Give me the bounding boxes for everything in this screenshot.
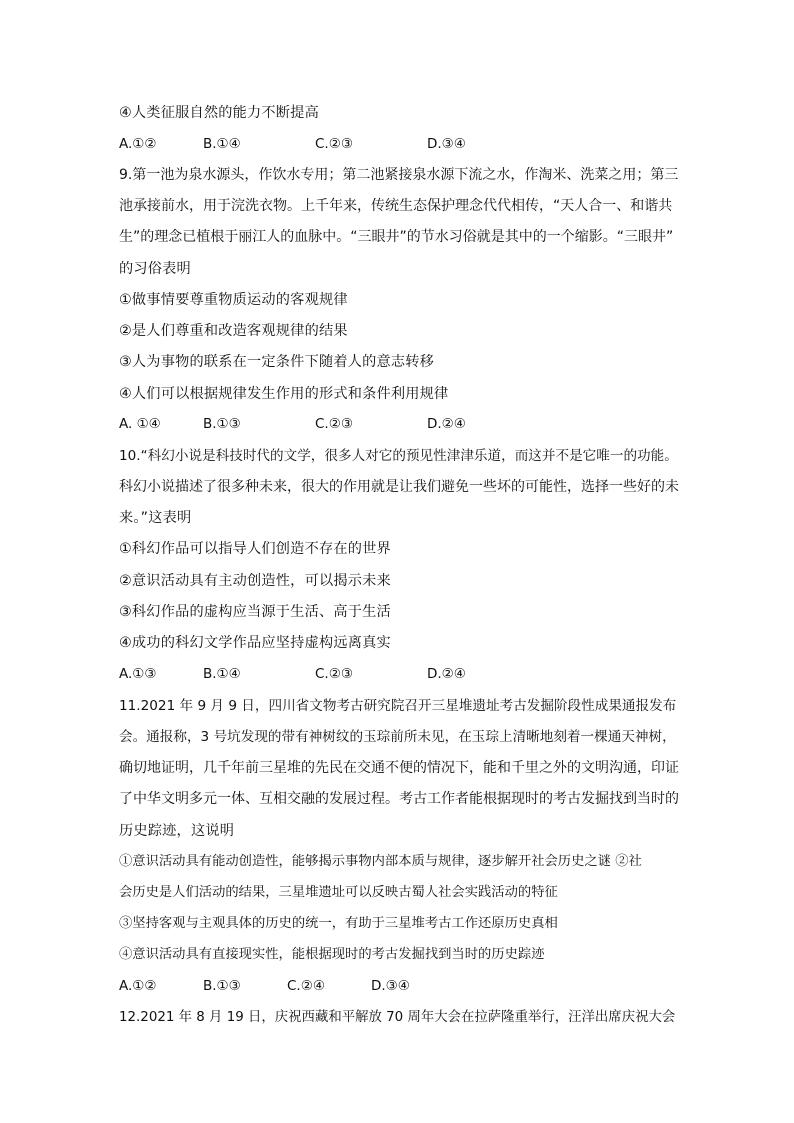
q9-item-2: ②是人们尊重和改造客观规律的结果 <box>119 323 348 339</box>
q10-item-4: ④成功的科幻文学作品应坚持虚构远离真实 <box>119 635 391 651</box>
q10-item-2: ②意识活动具有主动创造性，可以揭示未来 <box>119 573 391 589</box>
q9-stem-line-3: 生”的理念已植根于丽江人的血脉中。“三眼井”的节水习俗就是其中的一个缩影。“三眼井” <box>119 229 674 245</box>
q9-option-d: D.②④ <box>427 416 466 432</box>
q11-option-b: B.①③ <box>203 978 241 994</box>
q10-stem-line-3: 来。”这表明 <box>119 510 192 526</box>
q9-options <box>119 414 719 434</box>
q10-option-b: B.①④ <box>203 666 241 682</box>
q11-option-c: C.②④ <box>287 978 325 994</box>
q11-option-a: A.①② <box>119 978 157 994</box>
q11-item-4: ④意识活动具有直接现实性，能根据现时的考古发掘找到当时的历史踪迹 <box>119 947 545 962</box>
q11-stem-line-1: 11.2021 年 9 月 9 日，四川省文物考古研究院召开三星堆遗址考古发掘阶段性成果通报发布 <box>119 698 677 714</box>
q10-option-a: A.①③ <box>119 666 157 682</box>
q9-item-3: ③人为事物的联系在一定条件下随着人的意志转移 <box>119 354 435 370</box>
q11-stem-line-5: 历史踪迹，这说明 <box>119 823 235 839</box>
q10-options <box>119 664 719 684</box>
q10-option-c: C.②③ <box>315 666 353 682</box>
q11-item-3: ③坚持客观与主观具体的历史的统一，有助于三星堆考古工作还原历史真相 <box>119 916 558 931</box>
q8-option-c: C.②③ <box>315 136 353 152</box>
q10-item-3: ③科幻作品的虚构应当源于生活、高于生活 <box>119 604 391 620</box>
q9-item-4: ④人们可以根据规律发生作用的形式和条件利用规律 <box>119 386 449 402</box>
q10-option-d: D.②④ <box>427 666 466 682</box>
q11-item-2-cont: 会历史是人们活动的结果，三星堆遗址可以反映古蜀人社会实践活动的特征 <box>119 885 558 900</box>
q8-option-a: A.①② <box>119 136 157 152</box>
q9-item-1: ①做事情要尊重物质运动的客观规律 <box>119 292 348 308</box>
q11-option-d: D.③④ <box>371 978 410 994</box>
q11-options <box>119 976 719 996</box>
q9-stem-line-2: 池承接前水，用于浣洗衣物。上千年来，传统生态保护理念代代相传，“天人合一、和谐共 <box>119 198 673 214</box>
q9-option-a: A. ①④ <box>119 416 161 432</box>
q8-option-b: B.①④ <box>203 136 241 152</box>
q9-option-c: C.②③ <box>315 416 353 432</box>
q8-options <box>119 134 719 154</box>
q9-option-b: B.①③ <box>203 416 241 432</box>
q10-stem-line-1: 10.“科幻小说是科技时代的文学，很多人对它的预见性津津乐道，而这并不是它唯一的功能。 <box>119 448 678 464</box>
q8-option-d: D.③④ <box>427 136 466 152</box>
q11-stem-line-4: 了中华文明多元一体、互相交融的发展过程。考古工作者能根据现时的考古发掘找到当时的 <box>119 791 679 807</box>
q9-stem-line-1: 9.第一池为泉水源头，作饮水专用；第二池紧接泉水源下流之水，作淘米、洗菜之用；第三 <box>119 167 679 183</box>
q12-stem-line-1: 12.2021 年 8 月 19 日，庆祝西藏和平解放 70 周年大会在拉萨隆重举行，汪洋出席庆祝大会 <box>119 1010 676 1025</box>
q11-item-1-2: ①意识活动具有能动创造性，能够揭示事物内部本质与规律，逐步解开社会历史之谜 ②社 <box>119 854 642 869</box>
q8-item-4: ④人类征服自然的能力不断提高 <box>119 105 319 121</box>
q11-stem-line-3: 确切地证明，几千年前三星堆的先民在交通不便的情况下，能和千里之外的文明沟通，印证 <box>119 760 679 776</box>
q10-stem-line-2: 科幻小说描述了很多种未来，很大的作用就是让我们避免一些坏的可能性，选择一些好的未 <box>119 479 679 495</box>
q11-stem-line-2: 会。通报称，3 号坑发现的带有神树纹的玉琮前所未见，在玉琮上清晰地刻着一棵通天神树， <box>119 729 676 745</box>
q9-stem-line-4: 的习俗表明 <box>119 261 191 277</box>
q10-item-1: ①科幻作品可以指导人们创造不存在的世界 <box>119 541 391 557</box>
